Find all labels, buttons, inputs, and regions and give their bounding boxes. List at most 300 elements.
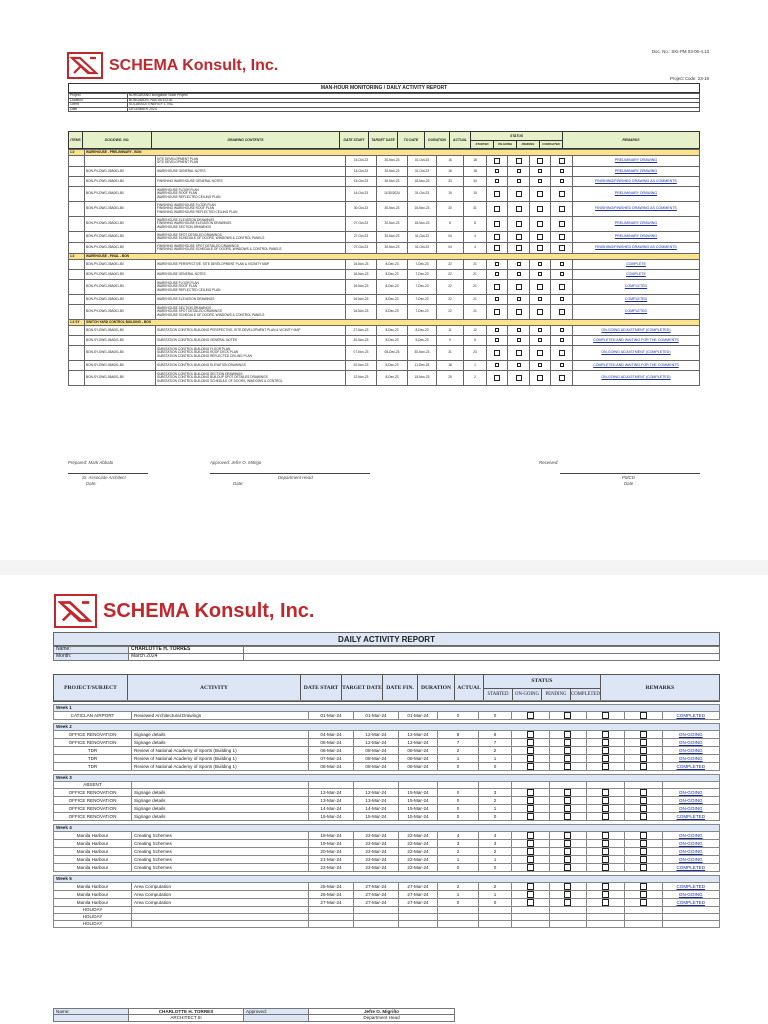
remark-cell[interactable]: FINISHING/FINISHED DRAWING AS COMMENTS xyxy=(572,177,699,187)
remark-cell[interactable]: COMPLETE xyxy=(572,260,699,270)
status-pending-checkbox[interactable] xyxy=(538,363,542,367)
status-started-checkbox[interactable] xyxy=(527,731,534,738)
status-ongoing-checkbox[interactable] xyxy=(564,747,571,754)
drawing-content-line: WAREHOUSE REFLECTED CEILING PLAN xyxy=(157,287,221,292)
status-completed-checkbox[interactable] xyxy=(640,813,647,820)
month-label: Month: xyxy=(54,654,129,661)
status-completed-checkbox[interactable] xyxy=(640,755,647,762)
status-completed-checkbox[interactable] xyxy=(559,234,565,240)
actual-cell: 0 xyxy=(479,864,512,872)
status-completed-cell xyxy=(624,840,662,848)
status-started-checkbox[interactable] xyxy=(495,272,499,276)
status-pending-checkbox[interactable] xyxy=(538,297,542,301)
status-started-cell xyxy=(487,305,508,320)
status-completed-checkbox[interactable] xyxy=(640,739,647,746)
actual-cell: 1 xyxy=(464,361,487,371)
status-pending-cell xyxy=(529,326,550,336)
status-ongoing-cell xyxy=(549,883,587,891)
duration-cell: 0 xyxy=(438,763,479,771)
status-pending-checkbox[interactable] xyxy=(602,856,609,863)
status-completed-checkbox[interactable] xyxy=(559,245,565,251)
status-ongoing-cell xyxy=(508,217,529,232)
status-started-checkbox[interactable] xyxy=(495,169,499,173)
remark-cell[interactable]: COMPLETED xyxy=(572,280,699,295)
remark-cell[interactable]: ON-GOING xyxy=(662,832,720,840)
status-pending-cell xyxy=(587,832,625,840)
duration-cell: 0 xyxy=(438,813,479,821)
header-actual: ACTUAL xyxy=(450,132,471,149)
status-started-cell xyxy=(512,789,550,797)
header-date-start: DATE START xyxy=(340,132,369,149)
status-ongoing-checkbox[interactable] xyxy=(564,864,571,871)
start-cell: 30-Oct-23 xyxy=(346,202,377,217)
status-started-checkbox[interactable] xyxy=(494,221,500,227)
status-completed-checkbox[interactable] xyxy=(640,840,647,847)
actual-cell: 8 xyxy=(464,217,487,232)
drawing-content-line: FINISHING WAREHOUSE GENERAL NOTES xyxy=(157,178,223,183)
status-pending-cell xyxy=(529,280,550,295)
remark-cell[interactable]: COMPLETED xyxy=(572,295,699,305)
status-ongoing-cell xyxy=(549,856,587,864)
status-pending-checkbox[interactable] xyxy=(538,262,542,266)
status-pending-cell xyxy=(587,731,625,739)
remark-cell[interactable]: COMPLETED xyxy=(662,712,720,720)
status-completed-checkbox[interactable] xyxy=(640,763,647,770)
status-ongoing-checkbox[interactable] xyxy=(517,262,521,266)
remark-cell[interactable]: COMPLETE xyxy=(572,270,699,280)
table-row xyxy=(69,187,700,202)
status-started-checkbox[interactable] xyxy=(527,883,534,890)
status-started-checkbox[interactable] xyxy=(527,747,534,754)
remark-cell[interactable]: COMPLETED AND WAITING FOR THE COMMENTS xyxy=(572,336,699,346)
duration-cell: 4 xyxy=(438,832,479,840)
status-started-cell xyxy=(487,361,508,371)
status-started-cell xyxy=(512,832,550,840)
status-started-checkbox[interactable] xyxy=(495,363,499,367)
status-ongoing-checkbox[interactable] xyxy=(564,856,571,863)
status-completed-cell xyxy=(551,361,572,371)
status-completed-checkbox[interactable] xyxy=(559,206,565,212)
status-ongoing-checkbox[interactable] xyxy=(517,338,521,342)
drawing-content-line: SITE DEVELOPMENT PLAN xyxy=(157,156,199,161)
status-pending-checkbox[interactable] xyxy=(602,763,609,770)
status-completed-checkbox[interactable] xyxy=(640,789,647,796)
drawing-content-line: WAREHOUSE FLOOR PLAN xyxy=(157,280,199,285)
item-cell xyxy=(69,326,85,336)
status-ongoing-checkbox[interactable] xyxy=(564,899,571,906)
drawing-content-line: SITE DEVELOPMENT PLAN xyxy=(157,160,199,164)
status-completed-checkbox[interactable] xyxy=(640,883,647,890)
remark-cell[interactable]: COMPLETED xyxy=(572,305,699,320)
status-completed-checkbox[interactable] xyxy=(559,375,565,381)
status-ongoing-checkbox[interactable] xyxy=(516,375,522,381)
status-started-checkbox[interactable] xyxy=(527,848,534,855)
contents-cell xyxy=(156,270,346,280)
remark-cell[interactable]: PRELIMINARY DRAWING xyxy=(572,232,699,243)
status-pending-cell xyxy=(529,243,550,254)
status-started-checkbox[interactable] xyxy=(494,191,500,197)
item-cell xyxy=(69,217,85,232)
status-ongoing-checkbox[interactable] xyxy=(564,832,571,839)
status-started-checkbox[interactable] xyxy=(527,805,534,812)
status-completed-cell xyxy=(551,260,572,270)
status-started-cell xyxy=(512,731,550,739)
drawing-content-line: SUBSTATION CONTROL BUILDING ELEVATION DRAWINGS xyxy=(157,362,246,367)
status-pending-checkbox[interactable] xyxy=(602,739,609,746)
status-pending-checkbox[interactable] xyxy=(602,755,609,762)
status-ongoing-checkbox[interactable] xyxy=(564,755,571,762)
status-pending-checkbox[interactable] xyxy=(537,221,543,227)
start-cell: 15-Oct-23 xyxy=(346,156,377,167)
footer-approved-label: Approved: xyxy=(244,1009,309,1015)
status-completed-checkbox[interactable] xyxy=(560,338,564,342)
actual-cell: 0 xyxy=(479,813,512,821)
status-started-checkbox[interactable] xyxy=(527,864,534,871)
remark-cell[interactable]: COMPLETED xyxy=(662,883,720,891)
status-completed-checkbox[interactable] xyxy=(640,747,647,754)
status-pending-checkbox[interactable] xyxy=(537,191,543,197)
status-ongoing-checkbox[interactable] xyxy=(564,891,571,898)
drawing-content-line: SUBSTATION CONTROL BUILDING PERSPECTIVE, SITE DEVELOPMENT PLAN & VICINITY MAP xyxy=(157,327,301,332)
status-pending-checkbox[interactable] xyxy=(537,350,543,356)
role-mid: Department Head xyxy=(278,475,313,480)
remark-cell[interactable]: ON-GOING xyxy=(662,755,720,763)
duration-cell: 04 xyxy=(437,232,464,243)
status-started-checkbox[interactable] xyxy=(527,797,534,804)
remark-cell[interactable]: ON-GOING ADJUSTMENT (COMPLETED) xyxy=(572,326,699,336)
actual-cell: 21 xyxy=(464,305,487,320)
company-name: SCHEMA Konsult, Inc. xyxy=(103,599,315,622)
status-pending-checkbox[interactable] xyxy=(537,234,543,240)
duration-cell: 22 xyxy=(437,260,464,270)
status-ongoing-checkbox[interactable] xyxy=(564,805,571,812)
status-pending-checkbox[interactable] xyxy=(602,747,609,754)
status-ongoing-checkbox[interactable] xyxy=(516,221,522,227)
status-started-cell xyxy=(512,891,550,899)
status-pending-checkbox[interactable] xyxy=(602,731,609,738)
status-completed-checkbox[interactable] xyxy=(640,797,647,804)
status-started-cell xyxy=(512,747,550,755)
status-started-checkbox[interactable] xyxy=(494,245,500,251)
status-completed-checkbox[interactable] xyxy=(640,899,647,906)
duration-cell: 8 xyxy=(437,217,464,232)
status-pending-cell xyxy=(587,891,625,899)
status-completed-checkbox[interactable] xyxy=(560,169,564,173)
remark-cell[interactable]: COMPLETED xyxy=(662,763,720,771)
status-completed-checkbox[interactable] xyxy=(559,158,565,164)
status-started-cell xyxy=(487,346,508,361)
status-ongoing-checkbox[interactable] xyxy=(564,763,571,770)
status-completed-cell xyxy=(551,243,572,254)
table-row xyxy=(54,789,720,797)
remark-cell[interactable]: COMPLETED xyxy=(662,899,720,907)
target-date-cell: 08-Mar-24 xyxy=(354,763,399,771)
drawing-content-line: WAREHOUSE SCHEDULE OF DOORS, WINDOWS & CONTROL PANELS xyxy=(157,236,265,240)
status-pending-checkbox[interactable] xyxy=(602,899,609,906)
status-completed-checkbox[interactable] xyxy=(640,864,647,871)
target-date-cell: 22-Mar-24 xyxy=(354,832,399,840)
status-ongoing-checkbox[interactable] xyxy=(516,191,522,197)
status-ongoing-checkbox[interactable] xyxy=(564,848,571,855)
status-completed-checkbox[interactable] xyxy=(560,363,564,367)
status-pending-checkbox[interactable] xyxy=(602,883,609,890)
status-completed-checkbox[interactable] xyxy=(559,350,565,356)
week-header-row xyxy=(54,876,720,883)
status-started-checkbox[interactable] xyxy=(527,832,534,839)
status-completed-checkbox[interactable] xyxy=(640,891,647,898)
status-ongoing-checkbox[interactable] xyxy=(517,179,521,183)
status-completed-checkbox[interactable] xyxy=(559,191,565,197)
status-ongoing-checkbox[interactable] xyxy=(516,206,522,212)
duration-cell: 7 xyxy=(438,739,479,747)
status-completed-cell xyxy=(624,864,662,872)
drawing-content-line: SUBSTATION CONTROL BUILDING REFLECTED CEILING PLAN xyxy=(157,353,252,358)
actual-cell: 2 xyxy=(479,797,512,805)
status-started-checkbox[interactable] xyxy=(494,234,500,240)
status-ongoing-checkbox[interactable] xyxy=(516,234,522,240)
remark-cell[interactable]: FINISHING/FINISHED DRAWING AS COMMENTS xyxy=(572,202,699,217)
status-started-checkbox[interactable] xyxy=(527,755,534,762)
status-pending-checkbox[interactable] xyxy=(538,179,542,183)
status-pending-cell xyxy=(529,232,550,243)
remark-cell[interactable]: PRELIMINARY DRAWING xyxy=(572,187,699,202)
status-started-checkbox[interactable] xyxy=(494,350,500,356)
status-started-checkbox[interactable] xyxy=(495,262,499,266)
status-pending-checkbox[interactable] xyxy=(537,375,543,381)
status-started-checkbox[interactable] xyxy=(527,763,534,770)
target-date-cell: 01-Mar-24 xyxy=(354,712,399,720)
status-completed-checkbox[interactable] xyxy=(560,179,564,183)
activity-cell: Creating Schemes xyxy=(132,864,309,872)
remark-cell[interactable]: FINISHING/FINISHED DRAWING AS COMMENTS xyxy=(572,243,699,254)
status-completed-checkbox[interactable] xyxy=(640,856,647,863)
date-fin-cell xyxy=(399,914,438,921)
status-started-checkbox[interactable] xyxy=(527,891,534,898)
status-pending-checkbox[interactable] xyxy=(537,158,543,164)
target-cell: 30-Nov-23 xyxy=(377,202,408,217)
remark-cell[interactable]: PRELIMINARY DRAWING xyxy=(572,167,699,177)
status-started-checkbox[interactable] xyxy=(494,158,500,164)
date-start-cell xyxy=(309,914,354,921)
status-completed-cell xyxy=(624,797,662,805)
status-ongoing-checkbox[interactable] xyxy=(516,284,522,290)
status-started-checkbox[interactable] xyxy=(495,338,499,342)
item-cell xyxy=(69,243,85,254)
remark-cell[interactable]: ON-GOING xyxy=(662,891,720,899)
status-pending-checkbox[interactable] xyxy=(538,169,542,173)
status-pending-checkbox[interactable] xyxy=(602,712,609,719)
project-cell: OFFICE RENOVATION xyxy=(54,789,132,797)
status-started-checkbox[interactable] xyxy=(527,899,534,906)
status-pending-checkbox[interactable] xyxy=(538,338,542,342)
status-ongoing-checkbox[interactable] xyxy=(564,883,571,890)
status-ongoing-checkbox[interactable] xyxy=(517,363,521,367)
signature-table xyxy=(53,1008,455,1022)
status-pending-checkbox[interactable] xyxy=(602,840,609,847)
drawing-content-line: WAREHOUSE ROOF PLAN xyxy=(157,191,198,196)
status-ongoing-checkbox[interactable] xyxy=(564,789,571,796)
remark-cell[interactable]: COMPLETED xyxy=(662,864,720,872)
remark-cell[interactable]: COMPLETED xyxy=(662,813,720,821)
remark-cell[interactable]: ON-GOING xyxy=(662,789,720,797)
status-started-checkbox[interactable] xyxy=(527,840,534,847)
item-cell xyxy=(69,280,85,295)
status-started-checkbox[interactable] xyxy=(495,297,499,301)
remark-cell[interactable]: ON-GOING xyxy=(662,797,720,805)
status-started-checkbox[interactable] xyxy=(527,789,534,796)
status-pending-checkbox[interactable] xyxy=(537,284,543,290)
remark-cell[interactable]: ON-GOING xyxy=(662,731,720,739)
table-row xyxy=(54,797,720,805)
doc-cell: BON-PV-DWG-05A001-B0 xyxy=(85,305,156,320)
status-completed-checkbox[interactable] xyxy=(640,832,647,839)
date-start-cell: 15-Mar-24 xyxy=(309,813,354,821)
status-pending-checkbox[interactable] xyxy=(602,891,609,898)
project-cell: Manila Harbour xyxy=(54,840,132,848)
status-ongoing-checkbox[interactable] xyxy=(564,813,571,820)
status-started-checkbox[interactable] xyxy=(494,309,500,315)
table-row xyxy=(69,177,700,187)
status-ongoing-checkbox[interactable] xyxy=(564,739,571,746)
remark-cell[interactable]: COMPLETED AND WAITING FOR THE COMMENTS xyxy=(572,361,699,371)
status-ongoing-checkbox[interactable] xyxy=(516,245,522,251)
target-cell: 30-Nov-23 xyxy=(377,217,408,232)
name-label: Name: xyxy=(54,647,129,654)
status-completed-checkbox[interactable] xyxy=(560,328,564,332)
remark-cell[interactable]: ON-GOING ADJUSTMENT (COMPLETED) xyxy=(572,346,699,361)
status-pending-checkbox[interactable] xyxy=(537,206,543,212)
status-started-checkbox[interactable] xyxy=(495,328,499,332)
status-started-cell xyxy=(512,797,550,805)
status-pending-checkbox[interactable] xyxy=(602,848,609,855)
actual-cell: 1 xyxy=(479,856,512,864)
remark-cell[interactable]: PRELIMINARY DRAWING xyxy=(572,217,699,232)
to-date-cell: 7-Dec-23 xyxy=(408,260,437,270)
status-completed-checkbox[interactable] xyxy=(560,262,564,266)
remark-cell[interactable]: ON-GOING xyxy=(662,856,720,864)
status-pending-cell xyxy=(587,899,625,907)
table-row xyxy=(54,914,720,921)
status-ongoing-checkbox[interactable] xyxy=(564,797,571,804)
remark-cell[interactable]: ON-GOING xyxy=(662,805,720,813)
target-cell: 08-Dec-23 xyxy=(377,346,408,361)
status-ongoing-cell xyxy=(549,747,587,755)
target-date-cell: 12-Mar-24 xyxy=(354,731,399,739)
status-pending-checkbox[interactable] xyxy=(602,789,609,796)
status-completed-checkbox[interactable] xyxy=(640,805,647,812)
status-pending-checkbox[interactable] xyxy=(602,813,609,820)
status-ongoing-checkbox[interactable] xyxy=(564,712,571,719)
status-completed-cell xyxy=(624,848,662,856)
status-started-checkbox[interactable] xyxy=(527,813,534,820)
status-pending-cell xyxy=(587,856,625,864)
status-ongoing-checkbox[interactable] xyxy=(516,309,522,315)
target-cell: 8-Dec-23 xyxy=(377,295,408,305)
status-completed-checkbox[interactable] xyxy=(560,297,564,301)
status-pending-cell xyxy=(529,336,550,346)
status-pending-checkbox[interactable] xyxy=(602,797,609,804)
status-completed-checkbox[interactable] xyxy=(559,309,565,315)
status-started-checkbox[interactable] xyxy=(527,712,534,719)
header-ongoing: ON-GOING xyxy=(494,140,517,149)
status-completed-cell xyxy=(551,336,572,346)
status-completed-checkbox[interactable] xyxy=(559,284,565,290)
doc-cell: BON-SY-DWG-05A001-B0 xyxy=(85,346,156,361)
project-cell: TDR xyxy=(54,755,132,763)
logo-mark-icon xyxy=(54,594,97,628)
status-started-checkbox[interactable] xyxy=(527,856,534,863)
drawing-content-line: SUBSTATION CONTROL BUILDING GENERAL NOTES xyxy=(157,337,238,342)
activity-cell: Creating Schemes xyxy=(132,832,309,840)
status-completed-checkbox[interactable] xyxy=(559,221,565,227)
remark-cell[interactable]: ON-GOING xyxy=(662,840,720,848)
status-completed-checkbox[interactable] xyxy=(640,848,647,855)
status-pending-checkbox[interactable] xyxy=(602,864,609,871)
status-completed-checkbox[interactable] xyxy=(560,272,564,276)
status-completed-cell xyxy=(624,747,662,755)
header-started: STARTED xyxy=(484,688,513,702)
status-ongoing-checkbox[interactable] xyxy=(517,272,521,276)
status-completed-cell xyxy=(624,891,662,899)
status-ongoing-checkbox[interactable] xyxy=(517,169,521,173)
status-pending-checkbox[interactable] xyxy=(602,832,609,839)
doc-cell: BON-PV-DWG-05A001-B0 xyxy=(85,177,156,187)
target-cell: 8-Dec-23 xyxy=(377,371,408,386)
status-completed-checkbox[interactable] xyxy=(640,731,647,738)
remark-cell[interactable]: ON-GOING xyxy=(662,747,720,755)
section-number: 1.0 xyxy=(69,254,85,260)
status-started-checkbox[interactable] xyxy=(494,206,500,212)
table-row xyxy=(54,832,720,840)
status-started-checkbox[interactable] xyxy=(527,739,534,746)
status-ongoing-checkbox[interactable] xyxy=(517,328,521,332)
status-pending-checkbox[interactable] xyxy=(537,245,543,251)
remark-cell[interactable]: ON-GOING ADJUSTMENT (COMPLETED) xyxy=(572,371,699,386)
status-pending-checkbox[interactable] xyxy=(537,309,543,315)
date-start-cell: 27-Mar-24 xyxy=(309,899,354,907)
status-pending-checkbox[interactable] xyxy=(602,805,609,812)
header-date-start: DATE START xyxy=(301,675,342,702)
date-fin-cell xyxy=(399,921,438,928)
status-started-checkbox[interactable] xyxy=(494,284,500,290)
start-cell: 16-Nov-23 xyxy=(346,270,377,280)
status-ongoing-checkbox[interactable] xyxy=(517,297,521,301)
remark-cell[interactable]: ON-GOING xyxy=(662,848,720,856)
status-ongoing-checkbox[interactable] xyxy=(564,731,571,738)
status-started-checkbox[interactable] xyxy=(494,375,500,381)
status-started-cell xyxy=(487,371,508,386)
status-ongoing-cell xyxy=(508,202,529,217)
actual-cell: 4 xyxy=(464,243,487,254)
status-started-cell xyxy=(487,202,508,217)
status-ongoing-checkbox[interactable] xyxy=(564,840,571,847)
item-cell xyxy=(69,177,85,187)
meta-key: Project xyxy=(69,94,128,99)
status-started-cell xyxy=(487,156,508,167)
status-ongoing-checkbox[interactable] xyxy=(516,158,522,164)
remark-cell[interactable]: ON-GOING xyxy=(662,739,720,747)
remark-cell[interactable]: PRELIMINARY DRAWING xyxy=(572,156,699,167)
status-completed-checkbox[interactable] xyxy=(640,712,647,719)
duration-cell xyxy=(438,921,479,928)
status-pending-checkbox[interactable] xyxy=(538,328,542,332)
date-start-cell: 20-Mar-24 xyxy=(309,848,354,856)
status-ongoing-checkbox[interactable] xyxy=(516,350,522,356)
date-fin-cell: 22-Mar-24 xyxy=(399,864,438,872)
status-pending-checkbox[interactable] xyxy=(538,272,542,276)
status-started-checkbox[interactable] xyxy=(495,179,499,183)
to-date-cell: 16-Nov-23 xyxy=(408,202,437,217)
